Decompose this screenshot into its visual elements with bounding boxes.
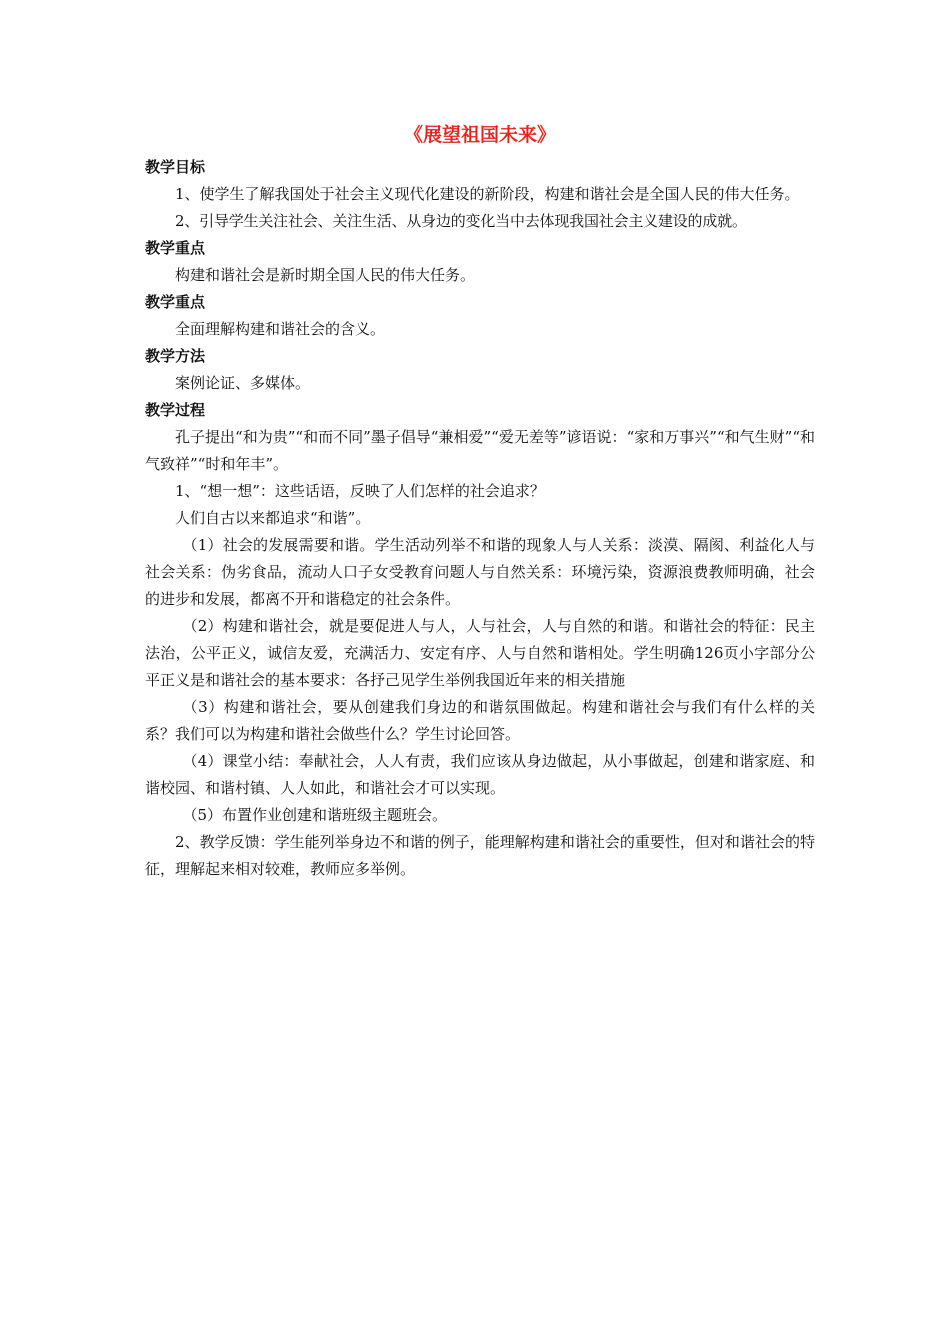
heading-process: 教学过程 <box>145 401 206 419</box>
heading-goals: 教学目标 <box>145 158 206 176</box>
heading-methods: 教学方法 <box>145 347 206 365</box>
goal-2: 2、引导学生关注社会、关注生活、从身边的变化当中去体现我国社会主义建设的成就。 <box>175 212 747 230</box>
process-step-2: （2）构建和谐社会，就是要促进人与人，人与社会，人与自然的和谐。和谐社会的特征：民主法治，公平正义，诚信友爱，充满活力、安定有序、人与自然和谐相处。学生明确126页小字部分公平正义是和谐社会的基本要求：各抒己见学生举例我国近年来的相关措施 <box>145 617 815 689</box>
process-intro: 孔子提出“和为贵”“和而不同”墨子倡导“兼相爱”“爱无差等”谚语说：“家和万事兴”“和气生财”“和气致祥”“时和年丰”。 <box>145 428 815 473</box>
process-answer-1: 人们自古以来都追求“和谐”。 <box>175 509 371 527</box>
methods-text: 案例论证、多媒体。 <box>175 374 311 392</box>
document-title: 《展望祖国未来》 <box>403 124 556 146</box>
process-step-1: （1）社会的发展需要和谐。学生活动列举不和谐的现象人与人关系：淡漠、隔阂、利益化人与社会关系：伪劣食品，流动人口子女受教育问题人与自然关系：环境污染，资源浪费教师明确，社会的进步和发展，都离不开和谐稳定的社会条件。 <box>145 536 815 608</box>
process-step-5: （5）布置作业创建和谐班级主题班会。 <box>182 806 448 824</box>
goal-1: 1、使学生了解我国处于社会主义现代化建设的新阶段，构建和谐社会是全国人民的伟大任务。 <box>175 185 800 203</box>
process-question-1: 1、“想一想”：这些话语，反映了人们怎样的社会追求？ <box>175 482 545 500</box>
process-feedback: 2、教学反馈：学生能列举身边不和谐的例子，能理解构建和谐社会的重要性，但对和谐社会的特征，理解起来相对较难，教师应多举例。 <box>145 833 815 878</box>
difficult-point-text: 全面理解构建和谐社会的含义。 <box>175 320 386 338</box>
heading-difficult-points: 教学重点 <box>145 293 206 311</box>
process-step-3: （3）构建和谐社会，要从创建我们身边的和谐氛围做起。构建和谐社会与我们有什么样的关系？我们可以为构建和谐社会做些什么？学生讨论回答。 <box>145 698 815 743</box>
document-page <box>145 122 815 883</box>
heading-key-points: 教学重点 <box>145 239 206 257</box>
key-point-text: 构建和谐社会是新时期全国人民的伟大任务。 <box>175 266 476 284</box>
process-step-4: （4）课堂小结：奉献社会，人人有责，我们应该从身边做起，从小事做起，创建和谐家庭、和谐校园、和谐村镇、人人如此，和谐社会才可以实现。 <box>145 752 815 797</box>
